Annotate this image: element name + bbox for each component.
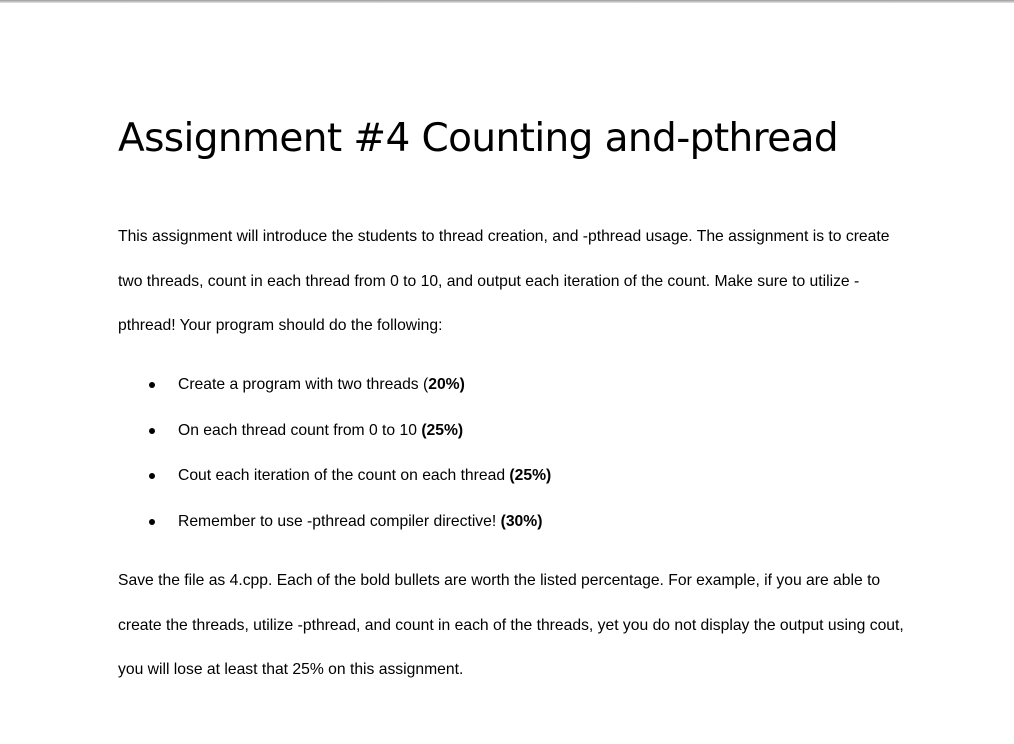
list-item-text	[178, 453, 551, 499]
bullet-icon	[149, 519, 155, 525]
bullet-icon	[149, 382, 155, 388]
list-item-weight: (30%)	[500, 513, 543, 531]
list-item	[118, 453, 898, 499]
list-item-text	[178, 408, 463, 454]
bullet-icon	[149, 473, 155, 479]
list-item-text	[178, 362, 465, 408]
list-item	[118, 499, 898, 545]
list-item	[118, 408, 898, 454]
page-top-edge	[0, 0, 1014, 3]
list-item-label: Remember to use -pthread compiler directive!	[178, 513, 501, 531]
requirements-list	[118, 362, 898, 545]
list-item-label: Create a program with two threads (	[178, 376, 429, 393]
intro-paragraph: This assignment will introduce the students to thread creation, and -pthread usage. The assignment is to create two threads, count in each thread from 0 to 10, and output each iteration of the count. Make sure to utilize -pthread! Your program should do the following:	[118, 228, 890, 334]
list-item-label: Cout each iteration of the count on each thread	[178, 467, 510, 485]
list-item-label: On each thread count from 0 to 10	[178, 421, 422, 439]
document-title: Assignment #4 Counting and-pthread	[118, 116, 839, 161]
list-item-text	[178, 499, 542, 545]
closing-paragraph: Save the file as 4.cpp. Each of the bold bullets are worth the listed percentage. For example, if you are able to create the threads, utilize -pthread, and count in each of the threads, yet you do not display the output using cout, you will lose at least that 25% on this assignment.	[118, 572, 904, 678]
bullet-icon	[149, 428, 155, 434]
list-item	[118, 362, 898, 408]
list-item-weight: 20%)	[428, 376, 465, 393]
list-item-weight: (25%)	[509, 467, 552, 485]
list-item-weight: (25%)	[421, 421, 464, 439]
